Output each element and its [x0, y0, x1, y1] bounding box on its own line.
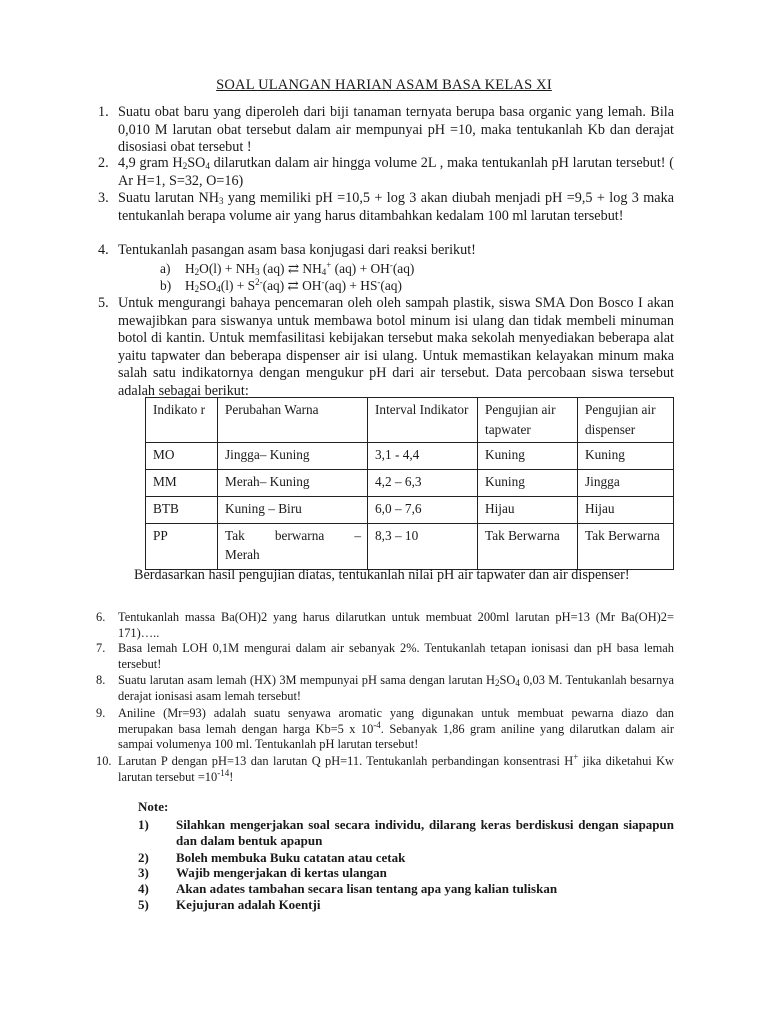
table-row — [146, 497, 674, 524]
table-cell: Merah– Kuning — [218, 470, 368, 497]
question-8 — [96, 673, 675, 704]
question-number: 4. — [98, 242, 109, 258]
table-cell: Hijau — [478, 497, 578, 524]
note-heading: Note: — [138, 799, 169, 814]
question-text: Basa lemah LOH 0,1M mengurai dalam air sebanyak 2%. Tentukanlah tetapan ionisasi dan pH basa lemah tersebut! — [118, 641, 674, 671]
table-cell: 3,1 - 4,4 — [368, 443, 478, 470]
question-number: 7. — [96, 641, 106, 655]
reaction-label: b) — [160, 278, 172, 293]
question-number: 6. — [96, 610, 106, 624]
question-text: Tentukanlah massa Ba(OH)2 yang harus dilarutkan untuk membuat 200ml larutan pH=13 (Mr Ba(OH)2= 171)….. — [118, 610, 674, 640]
table-header-cell: Interval Indikator — [368, 398, 478, 443]
question-text: Aniline (Mr=93) adalah suatu senyawa aromatic yang digunakan untuk membuat pewarna diazo dan merupakan basa lemah dengan harga Kb=5 x $10^{-4}$. Sebanyak 1,86 gram aniline yang dilarutkan dalam air sampai volumenya 100 ml. Tentukanlah pH larutan tersebut! — [118, 706, 674, 751]
reaction-label: a) — [160, 261, 171, 276]
table-cell: 6,0 – 7,6 — [368, 497, 478, 524]
question-5 — [98, 295, 674, 400]
table-cell: MO — [146, 443, 218, 470]
question-number: 8. — [96, 673, 106, 687]
question-number: 10. — [96, 754, 112, 768]
question-9 — [96, 706, 674, 753]
table-cell: Kuning — [578, 443, 674, 470]
table-cell: PP — [146, 524, 218, 570]
question-10 — [96, 752, 675, 785]
question-2 — [98, 155, 674, 190]
table-cell: Kuning — [478, 470, 578, 497]
question-1 — [98, 104, 674, 157]
note-item: 4) Akan adates tambahan secara lisan tentang apa yang kalian tuliskan — [138, 881, 558, 896]
question-text: 4,9 gram $H_2SO_4$ dilarutkan dalam air hingga volume 2L , maka tentukanlah pH larutan tersebut! ( Ar H=1, S=32, O=16) — [118, 155, 674, 189]
table-cell: Jingga — [578, 470, 674, 497]
table-row — [146, 524, 674, 570]
question-text: Untuk mengurangi bahaya pencemaran oleh oleh sampah plastik, siswa SMA Don Bosco I akan mewajibkan para siswanya untuk membawa botol minum isi ulang dan tidak membeli minuman botol di kantin. Untuk memfasilitasi kebijakan tersebut maka sekolah menyediakan beberapa alat yaitu tapwater dan beberapa dispenser air isi ulang. Untuk memastikan kelayakan minum maka salah satu indikatornya dengan mengukur pH dari air tersebut. Data percobaan siswa tersebut adalah sebagai berikut: — [118, 295, 674, 399]
question-number: 5. — [98, 295, 109, 311]
table-cell: 4,2 – 6,3 — [368, 470, 478, 497]
table-cell: Hijau — [578, 497, 674, 524]
question-5-instruction: Berdasarkan hasil pengujian diatas, tentukanlah nilai pH air tapwater dan air dispenser! — [134, 567, 630, 583]
note-item: 3) Wajib mengerjakan di kertas ulangan — [138, 865, 387, 880]
question-4 — [98, 242, 674, 260]
table-header-cell: Pengujian air dispenser — [578, 398, 674, 443]
table-cell: Tak berwarna – Merah — [218, 524, 368, 570]
question-number: 2. — [98, 155, 109, 171]
note-item: 5) Kejujuran adalah Koentji — [138, 897, 321, 912]
page-title: SOAL ULANGAN HARIAN ASAM BASA KELAS XI — [216, 77, 552, 93]
question-text: Suatu obat baru yang diperoleh dari biji tanaman ternyata berupa basa organic yang lemah. Bila 0,010 M larutan obat tersebut dalam air mempunyai pH =10, maka tentukanlah Kb dan derajat disosiasi obat tersebut ! — [118, 104, 674, 155]
note-item: 2) Boleh membuka Buku catatan atau cetak — [138, 850, 406, 865]
table-header-cell: Perubahan Warna — [218, 398, 368, 443]
question-number: 9. — [96, 706, 106, 720]
table-header-cell: Indikato r — [146, 398, 218, 443]
table-cell: Tak Berwarna — [578, 524, 674, 570]
reaction-equation: $H_2O(l) + NH_3$ (aq) ⇄ $NH_4^+$ (aq) + OH-(aq) — [185, 260, 415, 277]
table-cell: Kuning – Biru — [218, 497, 368, 524]
note-item: 1) Silahkan mengerjakan soal secara individu, dilarang keras berdiskusi dengan siapapun dan dalam bentuk apapun — [138, 817, 674, 848]
table-header-row — [146, 398, 674, 443]
reaction-equation: $H_2SO_4(l) + S^{2-}(aq)$ ⇄ OH-(aq) + HS-(aq) — [185, 277, 402, 294]
table-cell: BTB — [146, 497, 218, 524]
table-cell: Tak Berwarna — [478, 524, 578, 570]
table-row — [146, 470, 674, 497]
table-cell: 8,3 – 10 — [368, 524, 478, 570]
table-header-cell: Pengujian air tapwater — [478, 398, 578, 443]
question-text: Tentukanlah pasangan asam basa konjugasi dari reaksi berikut! — [118, 242, 476, 258]
question-text: Suatu larutan asam lemah (HX) 3M mempunyai pH sama dengan larutan $H_2SO_4$ 0,03 M. Tentukanlah besarnya derajat ionisasi asam lemah tersebut! — [118, 673, 675, 703]
question-text: Larutan P dengan pH=13 dan larutan Q pH=11. Tentukanlah perbandingan konsentrasi H+ jika diketahui Kw larutan tersebut $=10^{-14}$! — [118, 752, 675, 784]
question-6 — [96, 610, 674, 641]
question-number: 3. — [98, 190, 109, 206]
question-text: Suatu larutan $NH_3$ yang memiliki pH =10,5 + log 3 akan diubah menjadi pH =9,5 + log 3 maka tentukanlah berapa volume air yang harus ditambahkan kedalam 100 ml larutan tersebut! — [118, 190, 674, 224]
indicator-table — [145, 397, 674, 570]
table-row — [146, 443, 674, 470]
table-cell: MM — [146, 470, 218, 497]
question-3 — [98, 190, 674, 225]
table-cell: Kuning — [478, 443, 578, 470]
question-7 — [96, 641, 674, 672]
table-cell: Jingga– Kuning — [218, 443, 368, 470]
question-number: 1. — [98, 104, 109, 120]
